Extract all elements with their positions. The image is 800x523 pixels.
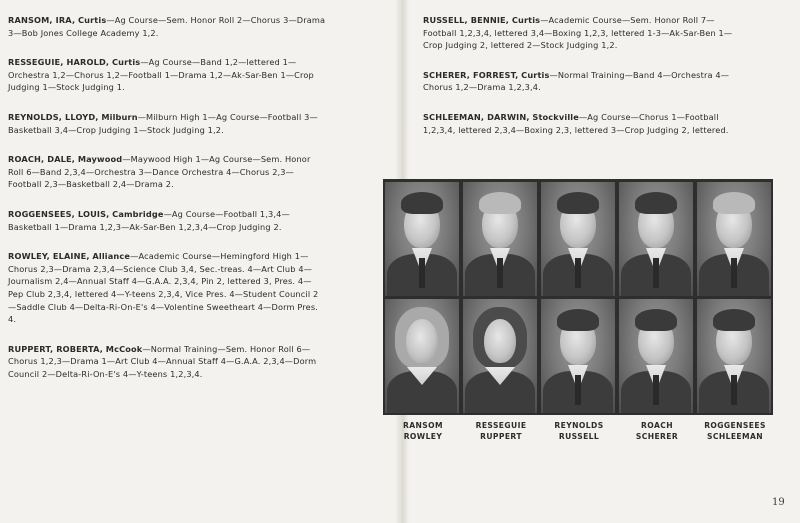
bio-entry-schleeman <box>423 111 735 136</box>
caption-bottom-name: RUPPERT <box>480 431 522 441</box>
student-name: SCHLEEMAN, DARWIN, <box>423 111 530 122</box>
bio-entry-roggensees <box>8 208 326 233</box>
right-bio-column <box>423 14 735 136</box>
student-name: ROGGENSEES, LOUIS, <box>8 208 110 219</box>
caption-column-2 <box>462 421 540 442</box>
student-activities: —Academic Course—Hemingford High 1—Chorus 2,3—Drama 2,3,4—Science Club 3,4, Sec.-treas. 4—Art Club 4—Journalism 2,4—Annual Staff 4—G.A.A. 2,3,4, Pin 2, lettered 3, Pres. 4—Pep Club 2,3,4, lettered 4—Y-teens 2,3,4, Vice Pres. 4—Student Council 2—Saddle Club 4—Delta-Ri-On-E's 4—Volentine Sweetheart 4—Dorm Pres. 4. <box>8 251 319 325</box>
student-activities: —Normal Training—Band 4—Orchestra 4—Chorus 1,2—Drama 1,2,3,4. <box>423 69 730 93</box>
bio-entry-reynolds <box>8 111 326 136</box>
student-activities: —Milburn High 1—Ag Course—Football 3—Basketball 3,4—Crop Judging 1—Stock Judging 1,2. <box>8 111 318 135</box>
student-hometown: Curtis <box>511 15 541 25</box>
student-activities: —Maywood High 1—Ag Course—Sem. Honor Roll 6—Band 2,3,4—Orchestra 3—Dance Orchestra 4—Chorus 2,3—Football 2,3—Basketball 2,4—Drama 2. <box>8 154 311 190</box>
student-name: ROWLEY, ELAINE, <box>8 251 90 262</box>
student-name: SCHERER, FORREST, <box>423 69 519 80</box>
caption-bottom-name: SCHERER <box>635 431 679 441</box>
portrait-grid <box>383 179 773 415</box>
portrait-roach <box>619 182 693 296</box>
portrait-roggensees <box>697 182 771 296</box>
portrait-reynolds <box>541 182 615 296</box>
caption-top-name: ROACH <box>641 421 673 430</box>
caption-top-name: REYNOLDS <box>554 421 604 430</box>
student-name: RESSEGUIE, HAROLD, <box>8 57 110 68</box>
portrait-scherer <box>619 299 693 413</box>
bio-entry-russell <box>423 14 735 52</box>
student-activities: —Ag Course—Band 1,2—lettered 1—Orchestra 1,2—Chorus 1,2—Football 1—Drama 1,2—Ak-Sar-Ben 1—Crop Judging 1—Stock Judging 1. <box>8 57 314 93</box>
left-bio-column <box>8 14 326 380</box>
student-activities: —Ag Course—Sem. Honor Roll 2—Chorus 3—Drama 3—Bob Jones College Academy 1,2. <box>8 15 326 38</box>
bio-entry-scherer <box>423 69 735 94</box>
portrait-russell <box>541 299 615 413</box>
student-hometown: Curtis <box>111 57 141 68</box>
student-name: RUPPERT, ROBERTA, <box>8 343 103 354</box>
student-activities: —Ag Course—Football 1,3,4—Basketball 1—Drama 1,2,3—Ak-Sar-Ben 1,2,3,4—Crop Judging 2. <box>8 208 290 232</box>
bio-entry-resseguie <box>8 56 326 94</box>
caption-top-name: RANSOM <box>403 421 443 430</box>
caption-bottom-name: SCHLEEMAN <box>707 431 763 441</box>
student-name: REYNOLDS, LLOYD, <box>8 111 99 122</box>
caption-bottom-name: ROWLEY <box>403 431 443 441</box>
caption-column-5 <box>696 421 774 442</box>
portrait-resseguie <box>463 182 537 296</box>
portrait-rowley <box>385 299 459 413</box>
caption-top-name: RESSEGUIE <box>475 421 527 430</box>
portrait-schleeman <box>697 299 771 413</box>
student-hometown: Curtis <box>77 15 107 25</box>
student-hometown: Cambridge <box>112 208 164 219</box>
portrait-ransom <box>385 182 459 296</box>
student-name: ROACH, DALE, <box>8 154 76 165</box>
student-activities: —Normal Training—Sem. Honor Roll 6—Chorus 1,2,3—Drama 1—Art Club 4—Annual Staff 4—G.A.A. 2,3,4—Dorm Council 2—Delta-Ri-On-E's 4—Y-teens 1,2,3,4. <box>8 343 317 379</box>
caption-bottom-name: RUSSELL <box>558 431 600 441</box>
bio-entry-roach <box>8 153 326 191</box>
student-hometown: Milburn <box>101 111 138 122</box>
student-hometown: Alliance <box>92 251 131 262</box>
bio-entry-rowley <box>8 250 326 326</box>
caption-column-3 <box>540 421 618 442</box>
student-activities: —Academic Course—Sem. Honor Roll 7—Football 1,2,3,4, lettered 3,4—Boxing 1,2,3, lettered 1-3—Ak-Sar-Ben 1—Crop Judging 2, lettered 2—Stock Judging 1,2. <box>423 15 733 51</box>
caption-top-name: ROGGENSEES <box>704 421 766 430</box>
student-hometown: Curtis <box>521 69 550 80</box>
portrait-ruppert <box>463 299 537 413</box>
student-hometown: McCook <box>105 343 143 354</box>
student-name: RANSOM, IRA, <box>8 15 76 25</box>
caption-column-1 <box>384 421 462 442</box>
student-name: RUSSELL, BENNIE, <box>423 15 510 25</box>
caption-column-4 <box>618 421 696 442</box>
bio-entry-ruppert <box>8 343 326 381</box>
student-hometown: Maywood <box>77 154 123 165</box>
student-hometown: Stockville <box>532 111 579 122</box>
bio-entry-ransom <box>8 14 326 39</box>
page-number: 19 <box>772 497 785 508</box>
student-activities: —Ag Course—Chorus 1—Football 1,2,3,4, lettered 2,3,4—Boxing 2,3, lettered 3—Crop Judging 2, lettered. <box>423 111 729 135</box>
